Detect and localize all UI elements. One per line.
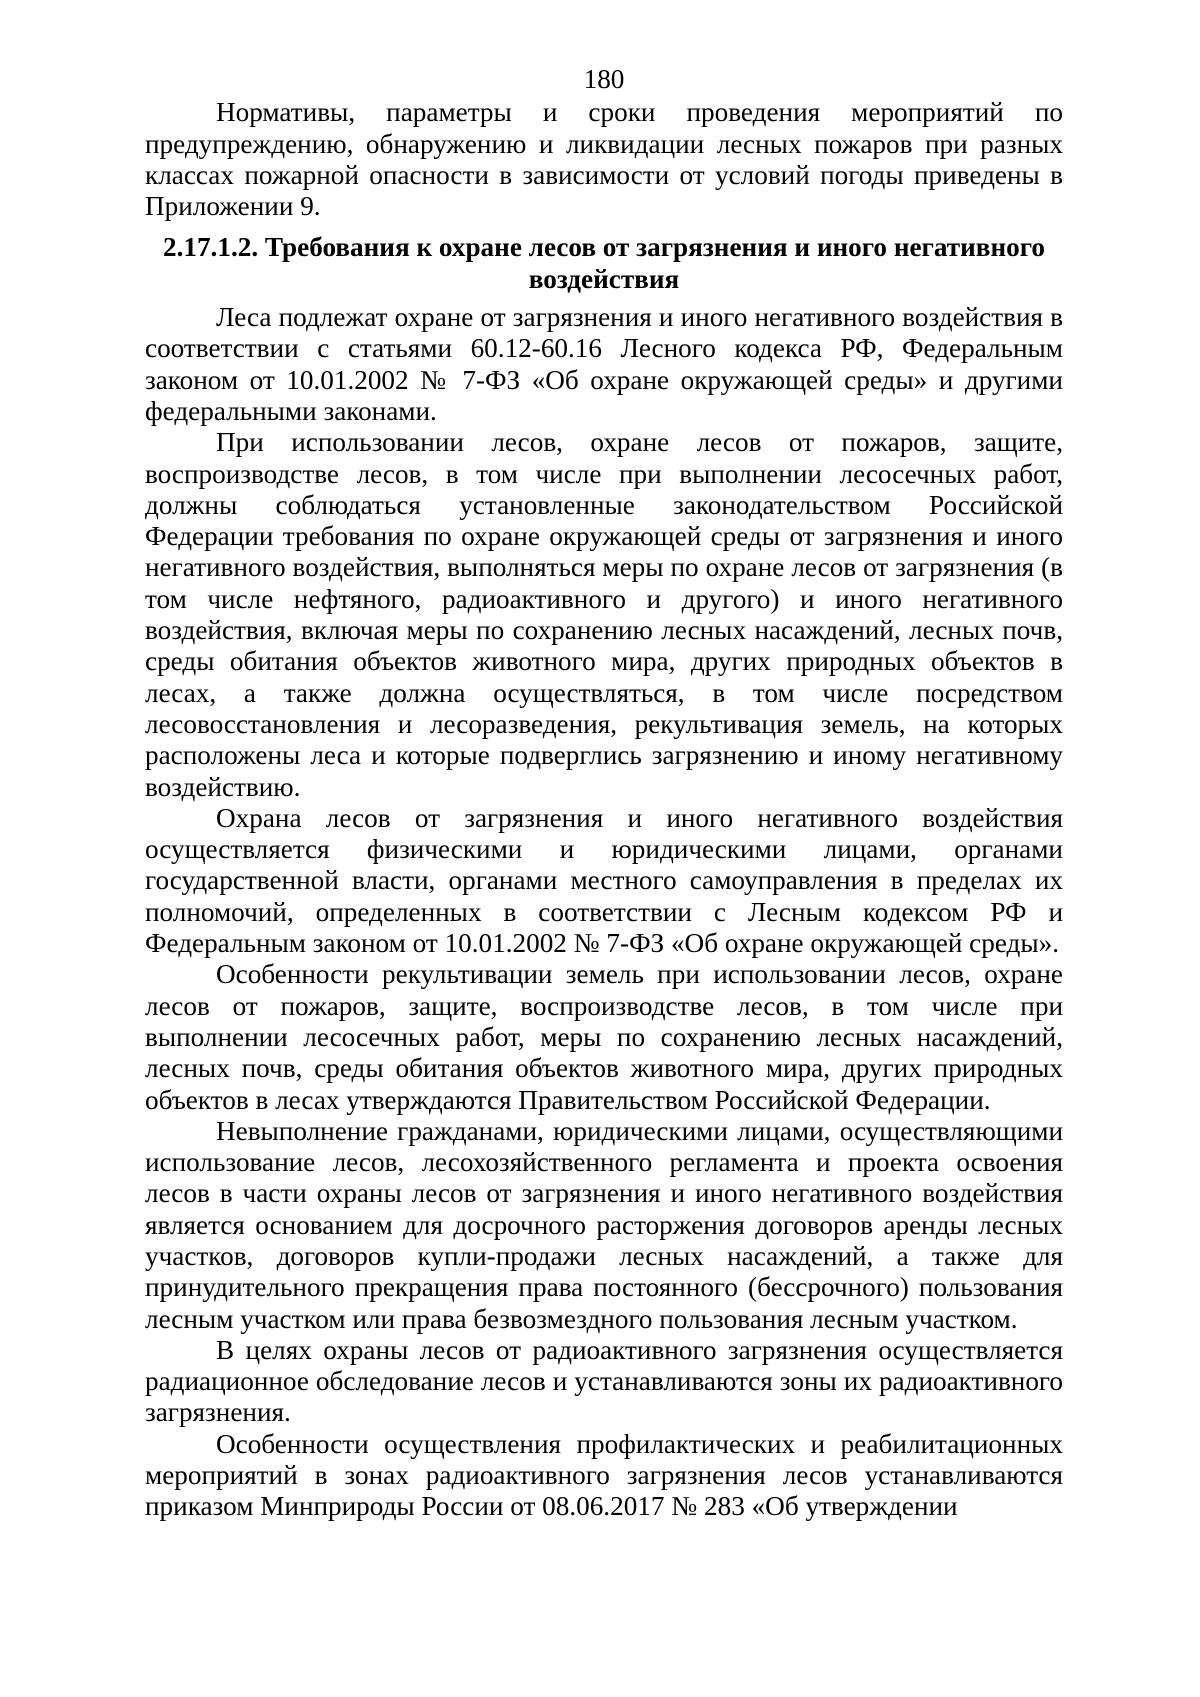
intro-paragraph: Нормативы, параметры и сроки проведения мероприятий по предупреждению, обнаружению и ликвидации лесных пожаров при разных классах пожарной опасности в зависимости от условий погоды приведены в Приложении 9. [145,97,1063,222]
body-paragraph: Особенности рекультивации земель при использовании лесов, охране лесов от пожаров, защите, воспроизводстве лесов, в том числе при выполнении лесосечных работ, меры по сохранению лесных насаждений, лесных почв, среды обитания объектов животного мира, других природных объектов в лесах утверждаются Правительством Российской Федерации. [145,959,1063,1115]
body-paragraph: При использовании лесов, охране лесов от пожаров, защите, воспроизводстве лесов, в том числе при выполнении лесосечных работ, должны соблюдаться установленные законодательством Российской Федерации требования по охране окружающей среды от загрязнения и иного негативного воздействия, выполняться меры по охране лесов от загрязнения (в том числе нефтяного, радиоактивного и другого) и иного негативного воздействия, включая меры по сохранению лесных насаждений, лесных почв, среды обитания объектов животного мира, других природных объектов в лесах, а также должна осуществляться, в том числе посредством лесовосстановления и лесоразведения, рекультивация земель, на которых расположены леса и которые подверглись загрязнению и иному негативному воздействию. [145,427,1063,802]
section-heading: 2.17.1.2. Требования к охране лесов от загрязнения и иного негативного воздействия [162,232,1046,294]
body-paragraph: Особенности осуществления профилактических и реабилитационных мероприятий в зонах радиоактивного загрязнения лесов устанавливаются приказом Минприроды России от 08.06.2017 № 283 «Об утверждении [145,1428,1063,1522]
body-paragraph: В целях охраны лесов от радиоактивного загрязнения осуществляется радиационное обследование лесов и устанавливаются зоны их радиоактивного загрязнения. [145,1334,1063,1428]
body-paragraph: Охрана лесов от загрязнения и иного негативного воздействия осуществляется физическими и юридическими лицами, органами государственной власти, органами местного самоуправления в пределах их полномочий, определенных в соответствии с Лесным кодексом РФ и Федеральным законом от 10.01.2002 № 7-ФЗ «Об охране окружающей среды». [145,802,1063,959]
body-paragraph: Леса подлежат охране от загрязнения и иного негативного воздействия в соответствии с статьями 60.12-60.16 Лесного кодекса РФ, Федеральным законом от 10.01.2002 № 7-ФЗ «Об охране окружающей среды» и другими федеральными законами. [145,302,1063,426]
page-number: 180 [583,64,625,94]
document-page [145,64,1063,1523]
body-paragraph: Невыполнение гражданами, юридическими лицами, осуществляющими использование лесов, лесохозяйственного регламента и проекта освоения лесов в части охраны лесов от загрязнения и иного негативного воздействия является основанием для досрочного расторжения договоров аренды лесных участков, договоров купли-продажи лесных насаждений, а также для принудительного прекращения права постоянного (бессрочного) пользования лесным участком или права безвозмездного пользования лесным участком. [145,1115,1063,1334]
